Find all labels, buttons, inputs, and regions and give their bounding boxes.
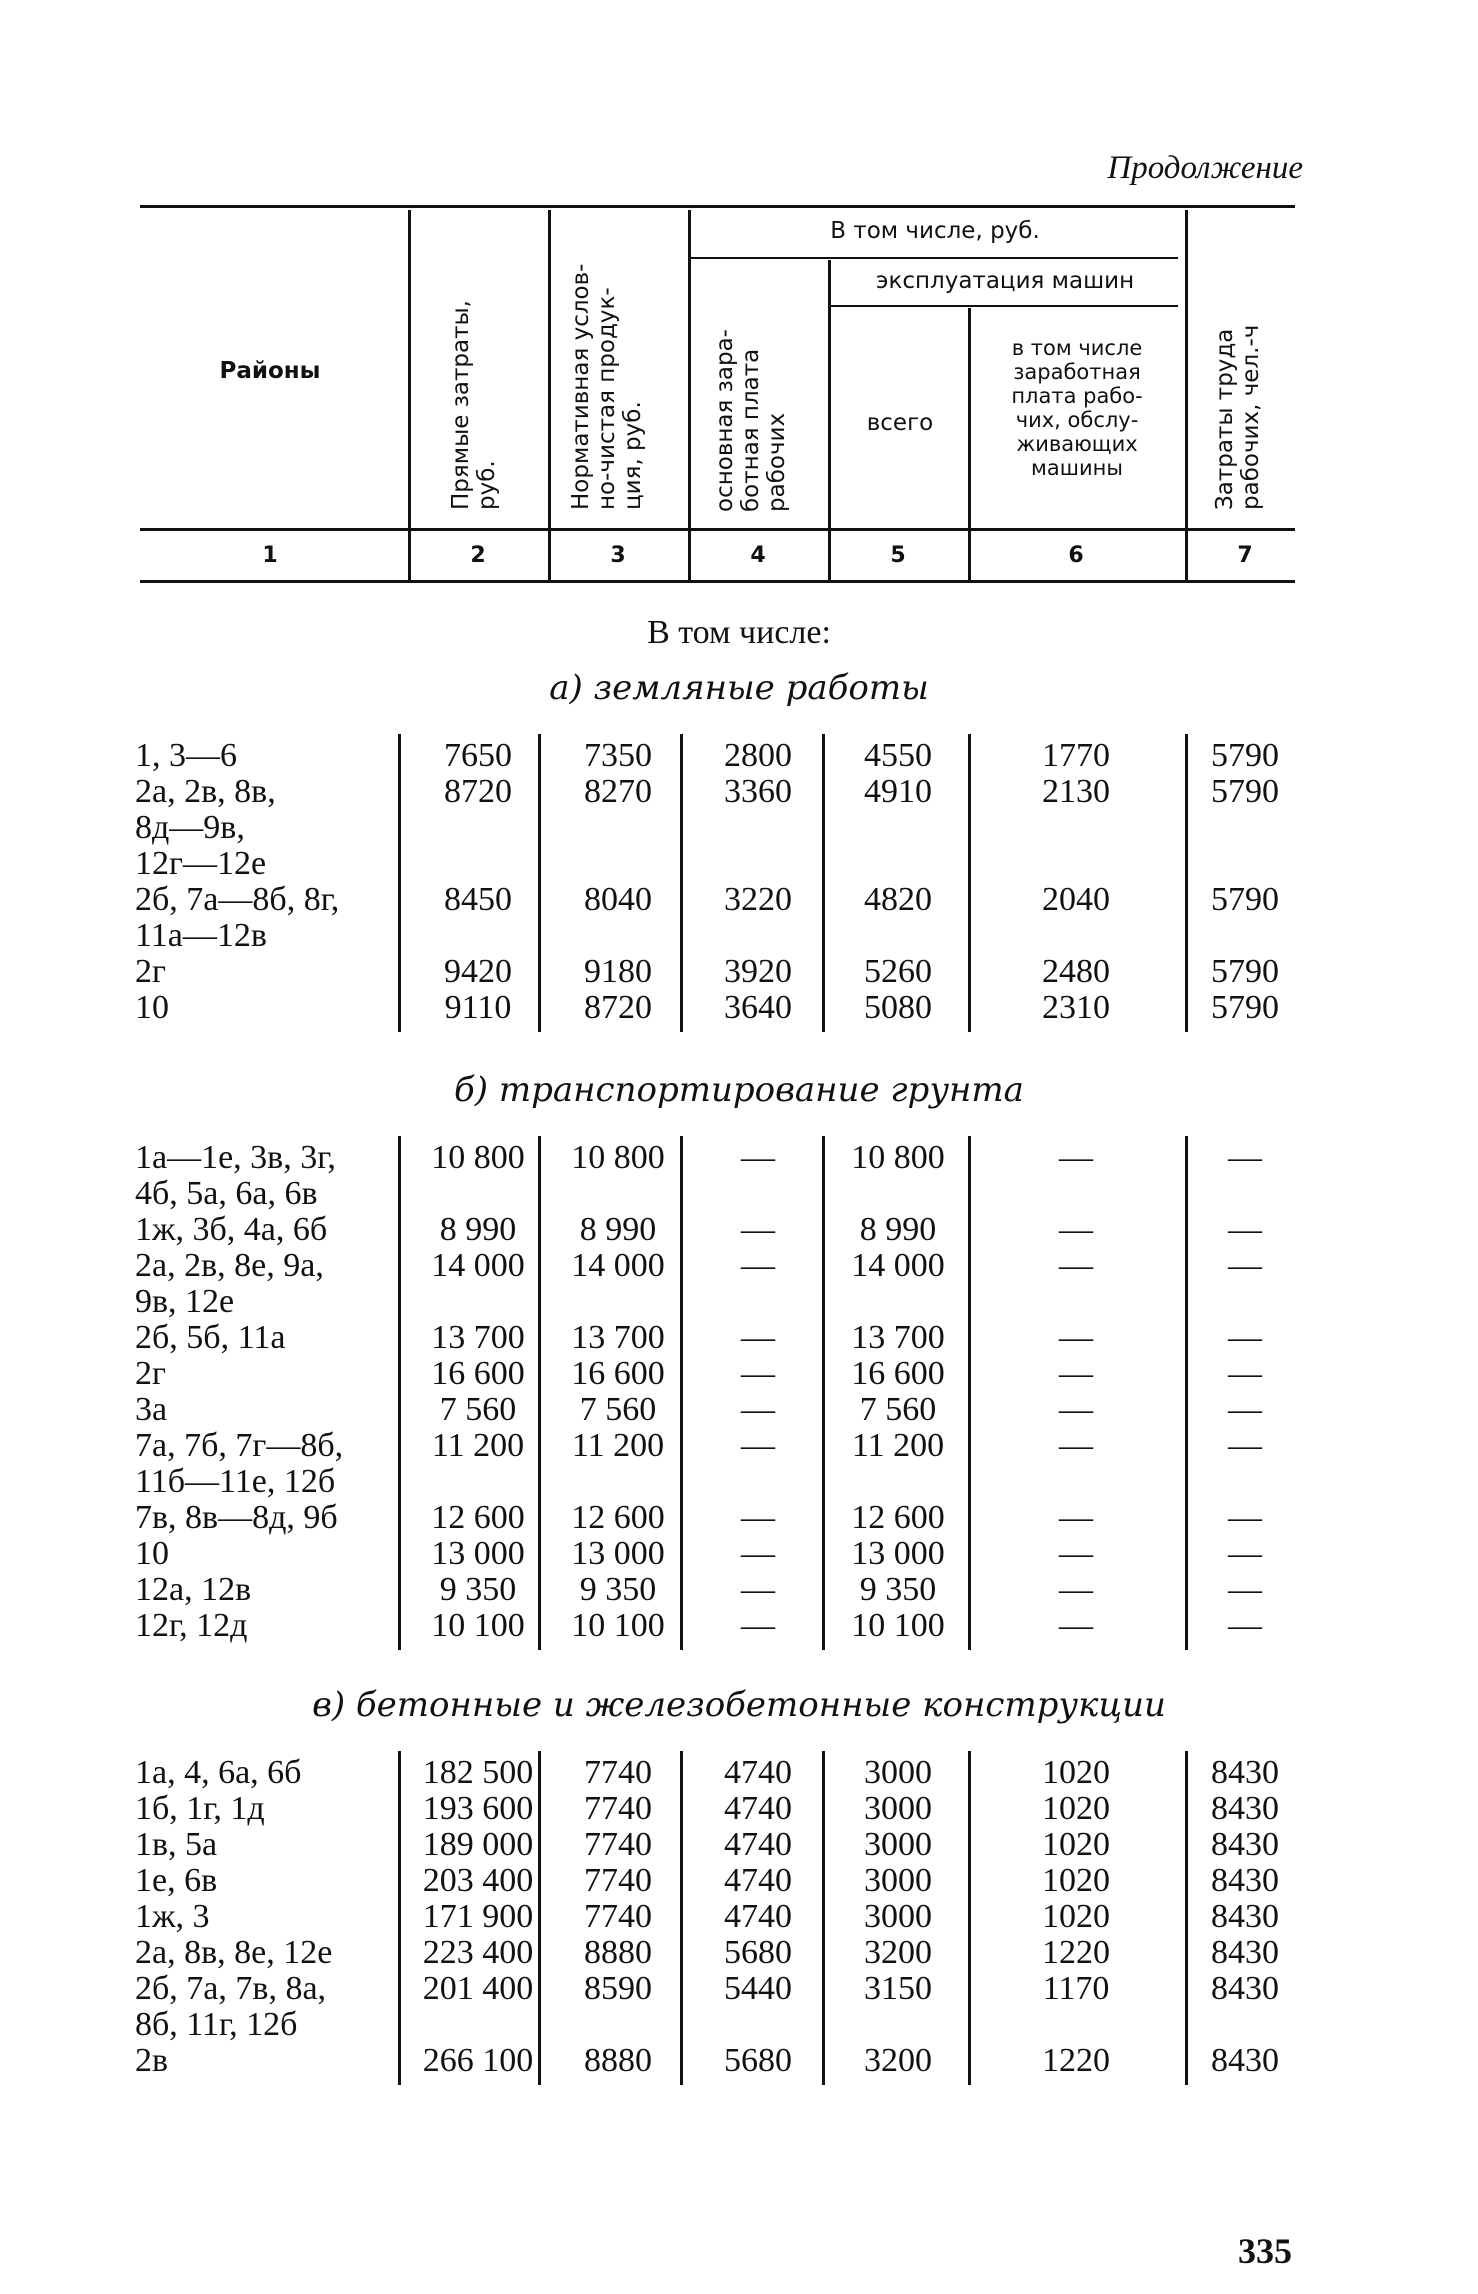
column-divider [1185, 1751, 1188, 2085]
table-cell: 10 800 [431, 1139, 525, 1176]
table-cell: — [741, 1607, 775, 1644]
table-cell: 9 350 [859, 1571, 937, 1608]
table-cell: — [741, 1571, 775, 1608]
column-divider [538, 734, 541, 1032]
table-cell: 7740 [584, 1898, 652, 1935]
section-title: в) бетонные и железобетонные конструкции [312, 1685, 1166, 1725]
column-divider [822, 734, 825, 1032]
table-cell: 8430 [1211, 1826, 1279, 1863]
table-cell: 8 990 [439, 1211, 517, 1248]
column-number: 7 [1237, 543, 1253, 568]
column-divider [1185, 1136, 1188, 1650]
column-number: 3 [610, 543, 626, 568]
table-cell: 5680 [724, 2042, 792, 2079]
table-cell: 203 400 [422, 1862, 534, 1899]
table-cell: 266 100 [422, 2042, 534, 2079]
column-number: 6 [1068, 543, 1084, 568]
table-cell: 3640 [724, 989, 792, 1026]
table-cell: 3920 [724, 953, 792, 990]
table-cell: 4740 [724, 1898, 792, 1935]
column-divider [968, 1136, 971, 1650]
page-number: 335 [1238, 2231, 1292, 2271]
region-name: 1а—1е, 3в, 3г, 4б, 5а, 6а, 6в [135, 1139, 336, 1212]
table-cell: 3000 [864, 1754, 932, 1791]
table-cell: 2310 [1042, 989, 1110, 1026]
region-name: 2г [135, 1355, 166, 1392]
header-vline [688, 210, 691, 582]
header-group-label: В том числе, руб. [830, 218, 1040, 244]
table-cell: 16 600 [851, 1355, 945, 1392]
header-vline [408, 210, 411, 582]
region-name: 10 [135, 1535, 169, 1572]
table-cell: 10 100 [571, 1607, 665, 1644]
table-cell: 4910 [864, 773, 932, 810]
table-cell: 13 700 [851, 1319, 945, 1356]
table-cell: 3150 [864, 1970, 932, 2007]
table-cell: — [1228, 1247, 1262, 1284]
table-cell: 2800 [724, 737, 792, 774]
table-cell: 3000 [864, 1862, 932, 1899]
table-cell: — [1228, 1607, 1262, 1644]
table-cell: 182 500 [422, 1754, 534, 1791]
table-cell: — [1059, 1391, 1093, 1428]
header-total: всего [866, 410, 934, 436]
table-cell: 8 990 [859, 1211, 937, 1248]
table-cell: — [741, 1247, 775, 1284]
table-cell: 4820 [864, 881, 932, 918]
table-cell: 3220 [724, 881, 792, 918]
table-cell: 171 900 [422, 1898, 534, 1935]
region-name: 2а, 2в, 8в, 8д—9в, 12г—12е [135, 773, 276, 882]
header-direct-costs: Прямые затраты, руб. [448, 300, 500, 510]
region-name: 2г [135, 953, 166, 990]
region-name: 10 [135, 989, 169, 1026]
table-cell: 11 200 [571, 1427, 665, 1464]
column-number: 4 [750, 543, 766, 568]
table-cell: — [1228, 1535, 1262, 1572]
header-normative: Нормативная услов- но-чистая продук- ция, руб. [568, 263, 646, 510]
table-cell: 1770 [1042, 737, 1110, 774]
region-name: 2б, 7а, 7в, 8а, 8б, 11г, 12б [135, 1970, 327, 2043]
table-cell: 7650 [444, 737, 512, 774]
table-cell: — [1228, 1571, 1262, 1608]
column-number: 2 [470, 543, 486, 568]
table-cell: 3360 [724, 773, 792, 810]
table-cell: — [1059, 1427, 1093, 1464]
region-name: 1, 3—6 [135, 737, 237, 774]
table-cell: 189 000 [422, 1826, 534, 1863]
column-number: 5 [890, 543, 906, 568]
colnum-bottom-rule [140, 580, 1295, 583]
table-cell: 8720 [444, 773, 512, 810]
table-cell: 12 600 [851, 1499, 945, 1536]
column-divider [538, 1136, 541, 1650]
region-name: 3а [135, 1391, 168, 1428]
table-cell: 12 600 [431, 1499, 525, 1536]
section-title: б) транспортирование грунта [454, 1070, 1024, 1110]
table-cell: 14 000 [571, 1247, 665, 1284]
table-cell: — [1228, 1319, 1262, 1356]
region-name: 1а, 4, 6а, 6б [135, 1754, 302, 1791]
region-name: 7а, 7б, 7г—8б, 11б—11е, 12б [135, 1427, 344, 1500]
table-cell: 16 600 [571, 1355, 665, 1392]
header-subgroup-machines: эксплуатация машин [875, 268, 1135, 294]
table-cell: 8430 [1211, 1790, 1279, 1827]
table-cell: 9420 [444, 953, 512, 990]
table-cell: — [741, 1391, 775, 1428]
column-divider [822, 1136, 825, 1650]
table-cell: 8 990 [579, 1211, 657, 1248]
table-cell: 5080 [864, 989, 932, 1026]
table-cell: 5790 [1211, 737, 1279, 774]
header-base-wage: основная зара- ботная плата рабочих [712, 329, 790, 512]
table-cell: 8430 [1211, 1898, 1279, 1935]
table-cell: — [741, 1139, 775, 1176]
table-cell: 8270 [584, 773, 652, 810]
table-cell: 4740 [724, 1826, 792, 1863]
table-cell: 11 200 [851, 1427, 945, 1464]
table-cell: 12 600 [571, 1499, 665, 1536]
table-cell: 8590 [584, 1970, 652, 2007]
table-cell: 8430 [1211, 1970, 1279, 2007]
table-cell: 13 700 [571, 1319, 665, 1356]
intro-text: В том числе: [647, 614, 831, 651]
region-name: 1е, 6в [135, 1862, 218, 1899]
column-divider [680, 1136, 683, 1650]
table-cell: 7740 [584, 1790, 652, 1827]
column-divider [680, 734, 683, 1032]
region-name: 1ж, 3 [135, 1898, 210, 1935]
table-cell: — [1059, 1499, 1093, 1536]
table-cell: — [1228, 1139, 1262, 1176]
table-cell: 7740 [584, 1862, 652, 1899]
table-cell: — [1059, 1355, 1093, 1392]
header-labor: Затраты труда рабочих, чел.-ч [1212, 324, 1264, 510]
region-name: 12а, 12в [135, 1571, 252, 1608]
table-cell: — [1228, 1499, 1262, 1536]
region-name: 1в, 5а [135, 1826, 218, 1863]
table-cell: 16 600 [431, 1355, 525, 1392]
table-cell: 14 000 [851, 1247, 945, 1284]
subgroup-rule [830, 305, 1178, 307]
table-cell: — [1059, 1319, 1093, 1356]
column-divider [968, 1751, 971, 2085]
column-divider [398, 734, 401, 1032]
continuation-label: Продолжение [1107, 150, 1303, 186]
table-cell: — [741, 1211, 775, 1248]
column-divider [968, 734, 971, 1032]
region-name: 2б, 7а—8б, 8г, 11а—12в [135, 881, 340, 954]
table-cell: — [1228, 1211, 1262, 1248]
table-cell: 1220 [1042, 1934, 1110, 1971]
table-cell: 7 560 [579, 1391, 657, 1428]
table-cell: 1020 [1042, 1898, 1110, 1935]
table-cell: 7350 [584, 737, 652, 774]
region-name: 2а, 2в, 8е, 9а, 9в, 12е [135, 1247, 324, 1320]
table-cell: 13 700 [431, 1319, 525, 1356]
column-divider [398, 1136, 401, 1650]
header-vline [828, 260, 831, 582]
table-cell: 8880 [584, 2042, 652, 2079]
region-name: 2б, 5б, 11а [135, 1319, 286, 1356]
column-number: 1 [262, 543, 278, 568]
table-cell: 2040 [1042, 881, 1110, 918]
table-cell: 8430 [1211, 1934, 1279, 1971]
region-name: 7в, 8в—8д, 9б [135, 1499, 338, 1536]
table-cell: 4740 [724, 1754, 792, 1791]
table-cell: 10 100 [431, 1607, 525, 1644]
table-cell: 13 000 [571, 1535, 665, 1572]
table-cell: 1020 [1042, 1862, 1110, 1899]
section-title: а) земляные работы [549, 668, 929, 708]
table-cell: 4550 [864, 737, 932, 774]
table-cell: 8430 [1211, 1862, 1279, 1899]
table-cell: 1170 [1042, 1970, 1110, 2007]
header-vline [548, 210, 551, 582]
table-cell: 8430 [1211, 2042, 1279, 2079]
table-cell: 4740 [724, 1790, 792, 1827]
table-cell: 8720 [584, 989, 652, 1026]
table-cell: — [1059, 1211, 1093, 1248]
table-cell: 10 800 [571, 1139, 665, 1176]
table-cell: 10 100 [851, 1607, 945, 1644]
table-cell: — [741, 1319, 775, 1356]
column-divider [538, 1751, 541, 2085]
region-name: 12г, 12д [135, 1607, 248, 1644]
table-cell: 5790 [1211, 881, 1279, 918]
region-name: 1б, 1г, 1д [135, 1790, 265, 1827]
region-name: 2в [135, 2042, 169, 2079]
table-cell: — [741, 1535, 775, 1572]
table-cell: — [741, 1427, 775, 1464]
column-divider [680, 1751, 683, 2085]
table-cell: 2130 [1042, 773, 1110, 810]
table-cell: 2480 [1042, 953, 1110, 990]
header-top-rule [140, 205, 1295, 208]
header-vline [968, 308, 971, 582]
table-cell: — [1059, 1607, 1093, 1644]
table-cell: 10 800 [851, 1139, 945, 1176]
table-cell: 3200 [864, 1934, 932, 1971]
table-cell: — [1228, 1355, 1262, 1392]
table-cell: 3200 [864, 2042, 932, 2079]
table-cell: — [1228, 1427, 1262, 1464]
table-cell: 1220 [1042, 2042, 1110, 2079]
table-cell: 9180 [584, 953, 652, 990]
header-machine-wage: в том числе заработная плата рабо- чих, обслу- живающих машины [1011, 336, 1143, 480]
column-divider [1185, 734, 1188, 1032]
table-cell: 3000 [864, 1826, 932, 1863]
table-cell: 4740 [724, 1862, 792, 1899]
table-cell: 223 400 [422, 1934, 534, 1971]
table-cell: 13 000 [431, 1535, 525, 1572]
table-cell: — [1059, 1535, 1093, 1572]
table-cell: — [1059, 1571, 1093, 1608]
table-cell: — [1059, 1247, 1093, 1284]
table-cell: 9 350 [579, 1571, 657, 1608]
header-bottom-rule [140, 528, 1295, 531]
table-cell: 5260 [864, 953, 932, 990]
table-cell: 8880 [584, 1934, 652, 1971]
table-cell: 3000 [864, 1898, 932, 1935]
table-cell: 5440 [724, 1970, 792, 2007]
table-cell: 9110 [444, 989, 512, 1026]
table-cell: 1020 [1042, 1754, 1110, 1791]
table-cell: 3000 [864, 1790, 932, 1827]
table-cell: 1020 [1042, 1790, 1110, 1827]
table-cell: 5680 [724, 1934, 792, 1971]
table-cell: 5790 [1211, 953, 1279, 990]
header-vline [1185, 210, 1188, 582]
table-cell: — [741, 1499, 775, 1536]
header-regions: Районы [219, 358, 321, 384]
group-rule [690, 257, 1178, 259]
table-cell: 7740 [584, 1754, 652, 1791]
table-cell: — [1228, 1391, 1262, 1428]
table-cell: 8450 [444, 881, 512, 918]
region-name: 1ж, 3б, 4а, 6б [135, 1211, 328, 1248]
column-divider [398, 1751, 401, 2085]
table-cell: 7 560 [439, 1391, 517, 1428]
table-cell: 8430 [1211, 1754, 1279, 1791]
region-name: 2а, 8в, 8е, 12е [135, 1934, 333, 1971]
table-cell: 14 000 [431, 1247, 525, 1284]
table-cell: 193 600 [422, 1790, 534, 1827]
table-cell: 5790 [1211, 989, 1279, 1026]
table-cell: 13 000 [851, 1535, 945, 1572]
table-cell: 7 560 [859, 1391, 937, 1428]
table-cell: — [1059, 1139, 1093, 1176]
table-cell: 8040 [584, 881, 652, 918]
table-cell: — [741, 1355, 775, 1392]
table-cell: 201 400 [422, 1970, 534, 2007]
table-cell: 5790 [1211, 773, 1279, 810]
table-cell: 1020 [1042, 1826, 1110, 1863]
table-cell: 11 200 [431, 1427, 525, 1464]
column-divider [822, 1751, 825, 2085]
table-cell: 7740 [584, 1826, 652, 1863]
table-cell: 9 350 [439, 1571, 517, 1608]
